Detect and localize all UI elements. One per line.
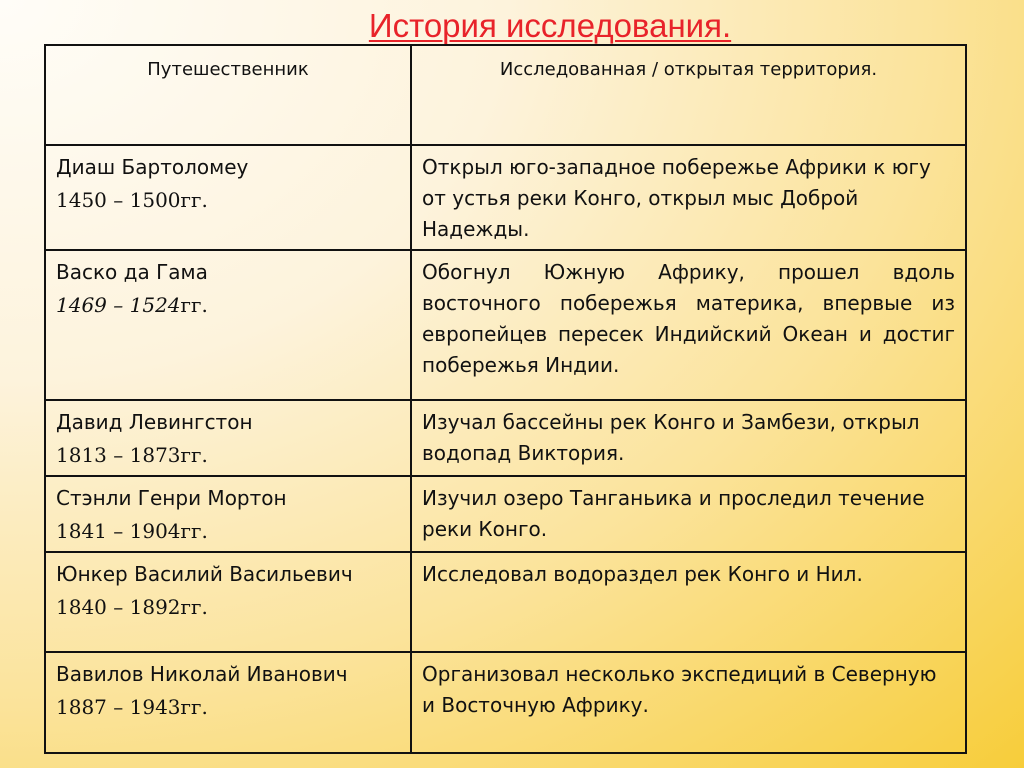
traveler-name: Вавилов Николай Иванович bbox=[56, 662, 348, 686]
traveler-cell bbox=[45, 250, 411, 400]
traveler-name: Давид Левингстон bbox=[56, 410, 253, 434]
years-range: 1450 – 1500 bbox=[56, 188, 181, 212]
territory-cell bbox=[411, 552, 966, 652]
traveler-years bbox=[56, 692, 400, 723]
page-title: История исследования. bbox=[368, 7, 732, 44]
table-row bbox=[45, 400, 966, 476]
table-row bbox=[45, 552, 966, 652]
territory-description: Обогнул Южную Африку, прошел вдоль восточного побережья материка, впервые из европейцев пересек Индийский Океан и достиг побережья Индии. bbox=[422, 260, 955, 377]
table-row bbox=[45, 476, 966, 552]
territory-cell bbox=[411, 652, 966, 753]
years-suffix: гг. bbox=[180, 519, 208, 543]
years-suffix: гг. bbox=[180, 188, 208, 212]
years-range: 1813 – 1873 bbox=[56, 443, 181, 467]
traveler-name: Диаш Бартоломеу bbox=[56, 155, 249, 179]
years-suffix: гг. bbox=[180, 595, 208, 619]
traveler-years bbox=[56, 440, 400, 471]
years-range: 1469 – 1524 bbox=[56, 293, 181, 317]
traveler-cell bbox=[45, 552, 411, 652]
territory-description: Организовал несколько экспедиций в Северную и Восточную Африку. bbox=[422, 662, 937, 717]
years-range: 1840 – 1892 bbox=[56, 595, 181, 619]
traveler-name: Стэнли Генри Мортон bbox=[56, 486, 287, 510]
territory-cell bbox=[411, 400, 966, 476]
territory-description: Изучал бассейны рек Конго и Замбези, открыл водопад Виктория. bbox=[422, 410, 920, 465]
traveler-years bbox=[56, 185, 400, 216]
territory-cell bbox=[411, 145, 966, 250]
explorers-table bbox=[44, 44, 967, 754]
traveler-years bbox=[56, 290, 400, 321]
years-range: 1841 – 1904 bbox=[56, 519, 181, 543]
traveler-cell bbox=[45, 476, 411, 552]
years-suffix: гг. bbox=[180, 293, 208, 317]
traveler-cell bbox=[45, 400, 411, 476]
territory-description: Открыл юго-западное побережье Африки к югу от устья реки Конго, открыл мыс Доброй Надежды. bbox=[422, 155, 931, 241]
territory-cell bbox=[411, 250, 966, 400]
table-row bbox=[45, 652, 966, 753]
traveler-name: Васко да Гама bbox=[56, 260, 208, 284]
traveler-name: Юнкер Василий Васильевич bbox=[56, 562, 353, 586]
table-row bbox=[45, 250, 966, 400]
years-suffix: гг. bbox=[180, 695, 208, 719]
header-traveler: Путешественник bbox=[45, 45, 411, 145]
years-range: 1887 – 1943 bbox=[56, 695, 181, 719]
traveler-cell bbox=[45, 652, 411, 753]
traveler-years bbox=[56, 592, 400, 623]
traveler-years bbox=[56, 516, 400, 547]
territory-description: Изучил озеро Танганьика и проследил течение реки Конго. bbox=[422, 486, 925, 541]
table-row bbox=[45, 145, 966, 250]
years-suffix: гг. bbox=[180, 443, 208, 467]
traveler-cell bbox=[45, 145, 411, 250]
table-header-row bbox=[45, 45, 966, 145]
territory-cell bbox=[411, 476, 966, 552]
header-territory: Исследованная / открытая территория. bbox=[411, 45, 966, 145]
territory-description: Исследовал водораздел рек Конго и Нил. bbox=[422, 562, 863, 586]
